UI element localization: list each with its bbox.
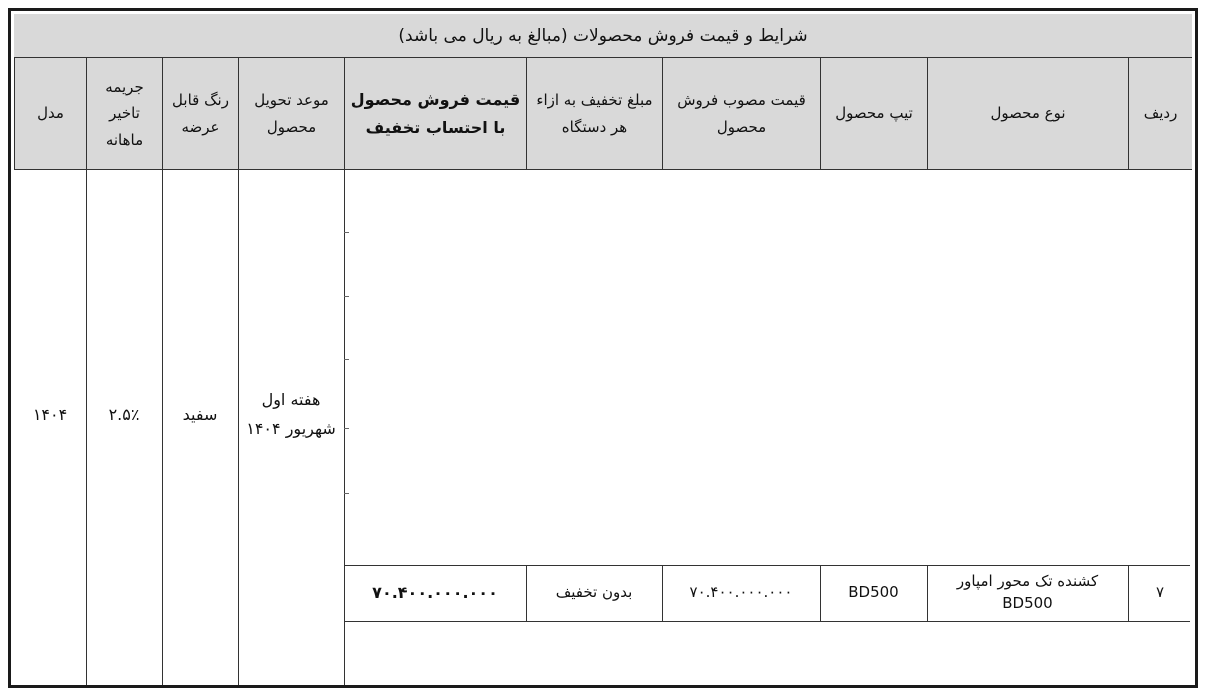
header-row-number: ردیف	[1128, 58, 1192, 170]
approved-price-cell: ۷۰.۴۰۰.۰۰۰.۰۰۰	[689, 583, 793, 602]
delivery-cell: هفته اول شهریور ۱۴۰۴	[246, 390, 336, 438]
header-product-type: تیپ محصول	[820, 58, 927, 170]
penalty-cell: ۲.۵٪	[108, 404, 140, 424]
header-discount: مبلغ تخفیف به ازاء هر دستگاه	[526, 58, 662, 170]
row-tick	[344, 359, 349, 360]
product-kind-cell: کشنده تک محور امپاور BD500	[956, 572, 1099, 612]
row-tick	[344, 296, 349, 297]
header-delivery: موعد تحویل محصول	[238, 58, 344, 170]
row-bottom-border	[344, 621, 1190, 622]
row-tick	[344, 428, 349, 429]
model-cell: ۱۴۰۴	[32, 404, 68, 424]
row-tick	[344, 232, 349, 233]
product-type-cell: BD500	[848, 583, 899, 602]
column-divider	[927, 565, 928, 622]
row-tick	[344, 493, 349, 494]
column-divider	[238, 170, 239, 685]
header-color: رنگ قابل عرضه	[162, 58, 238, 170]
color-cell: سفید	[182, 404, 218, 424]
header-approved-price: قیمت مصوب فروش محصول	[662, 58, 820, 170]
header-model: مدل	[14, 58, 86, 170]
final-price-cell: ۷۰.۴۰۰.۰۰۰.۰۰۰	[372, 583, 498, 603]
row-number-cell: ۷	[1155, 583, 1165, 602]
header-product-kind: نوع محصول	[927, 58, 1128, 170]
discount-cell: بدون تخفیف	[555, 583, 633, 602]
header-penalty: جریمه تاخیر ماهانه	[86, 58, 162, 170]
table-title: شرایط و قیمت فروش محصولات (مبالغ به ریال می باشد)	[14, 14, 1192, 58]
header-final-price: قیمت فروش محصول با احتساب تخفیف	[344, 58, 526, 170]
